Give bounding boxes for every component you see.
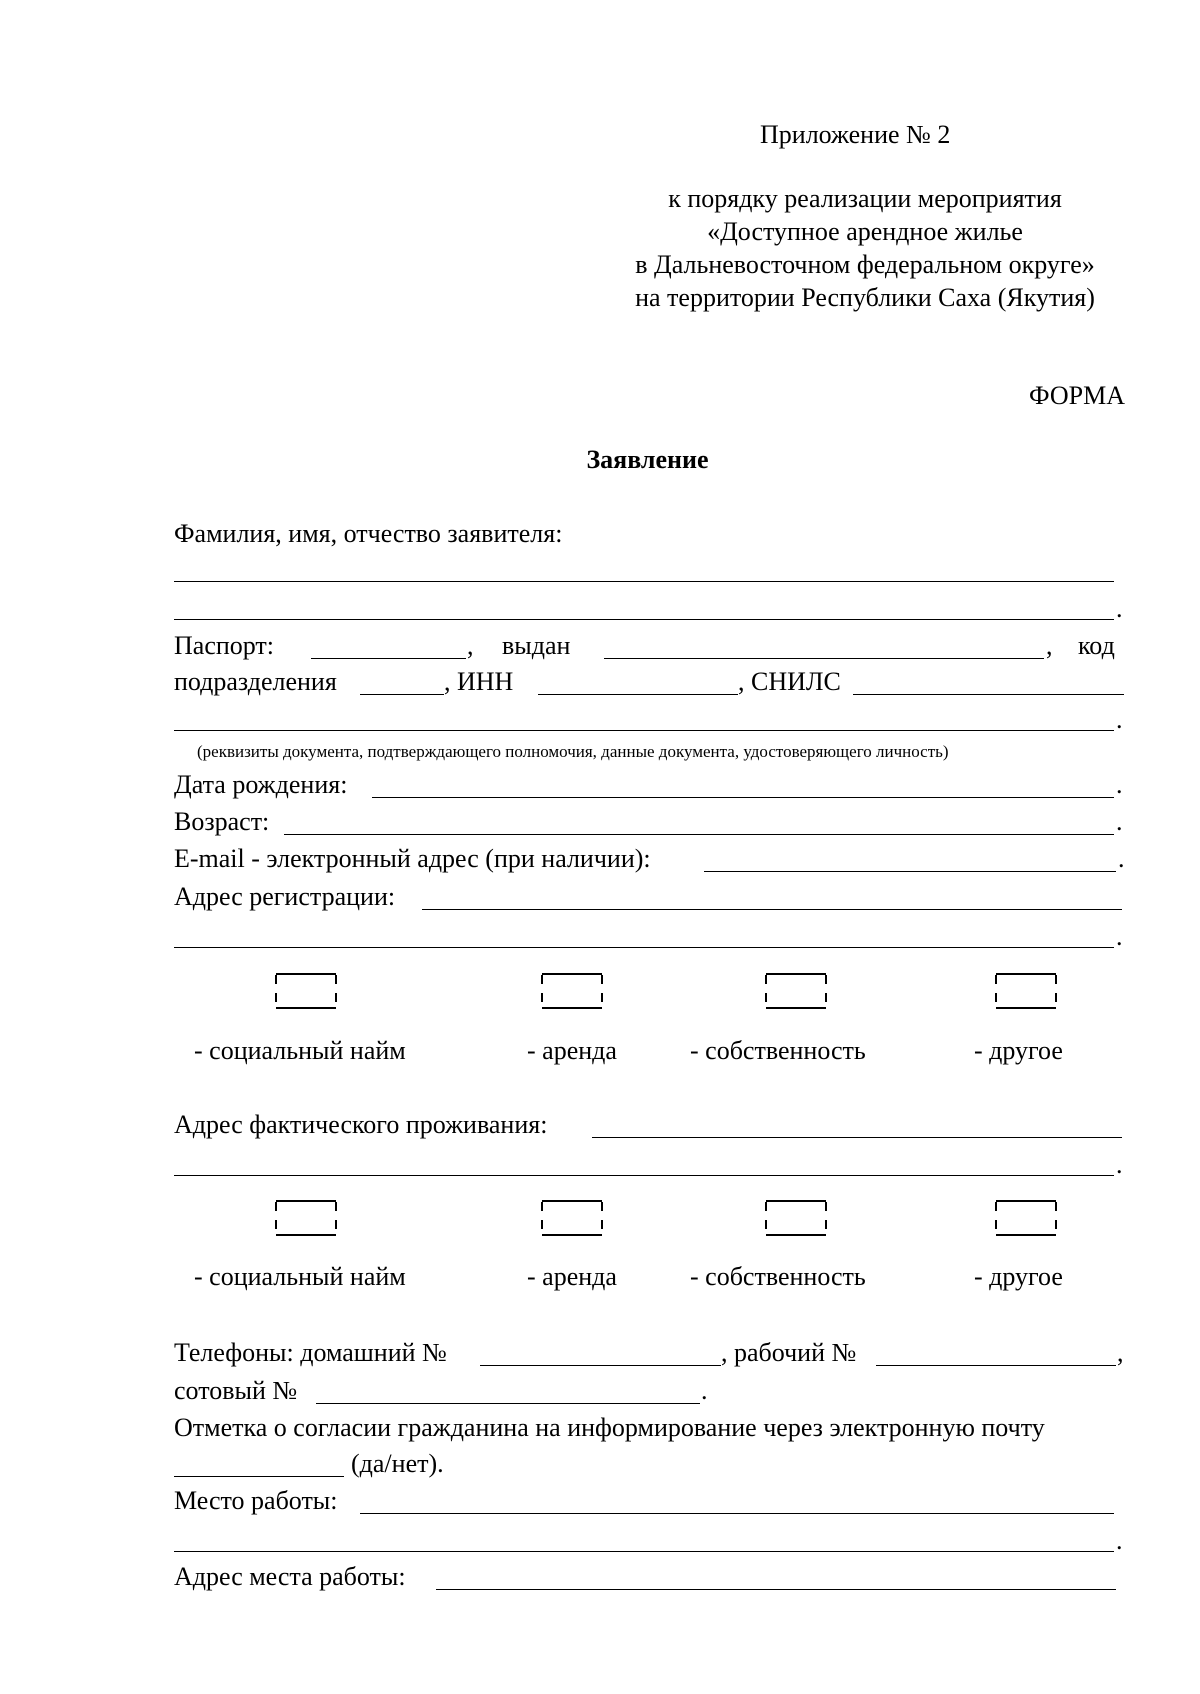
requisites-dot: . [1116, 705, 1123, 734]
mobile-line[interactable] [316, 1403, 700, 1404]
reg-social-checkbox[interactable] [276, 973, 336, 1009]
actual-address-dot: . [1116, 1150, 1123, 1179]
passport-label: Паспорт: [174, 631, 275, 660]
snils-label: , СНИЛС [738, 667, 841, 696]
work-address-label: Адрес места работы: [174, 1562, 406, 1591]
actual-address-line-1[interactable] [592, 1137, 1122, 1138]
header-line-4: на территории Республики Саха (Якутия) [635, 283, 1095, 312]
workplace-label: Место работы: [174, 1486, 338, 1515]
actual-rent-checkbox[interactable] [542, 1200, 602, 1236]
issued-by-line[interactable] [604, 658, 1044, 659]
document-title: Заявление [586, 445, 709, 474]
actual-social-label: - социальный найм [194, 1262, 406, 1291]
age-line[interactable] [284, 834, 1114, 835]
reg-address-label: Адрес регистрации: [174, 882, 396, 911]
division-label: подразделения [174, 667, 337, 696]
actual-address-label: Адрес фактического проживания: [174, 1110, 548, 1139]
email-dot: . [1118, 844, 1125, 873]
header-line-1: к порядку реализации мероприятия [668, 184, 1062, 213]
fio-line-2[interactable] [174, 619, 1114, 620]
consent-label: Отметка о согласии гражданина на информирование через электронную почту [174, 1413, 1045, 1442]
fio-dot: . [1116, 594, 1123, 623]
actual-other-checkbox[interactable] [996, 1200, 1056, 1236]
actual-property-checkbox[interactable] [766, 1200, 826, 1236]
reg-address-line-1[interactable] [422, 909, 1122, 910]
reg-address-dot: . [1116, 922, 1123, 951]
fio-line-1[interactable] [174, 581, 1114, 582]
reg-other-label: - другое [974, 1036, 1063, 1065]
workplace-dot: . [1116, 1526, 1123, 1555]
snils-line[interactable] [853, 694, 1124, 695]
mobile-dot: . [701, 1376, 708, 1405]
actual-other-label: - другое [974, 1262, 1063, 1291]
birth-line[interactable] [372, 797, 1114, 798]
passport-number-line[interactable] [311, 658, 466, 659]
work-phone-comma: , [1117, 1338, 1124, 1367]
reg-rent-checkbox[interactable] [542, 973, 602, 1009]
division-code-line[interactable] [360, 694, 444, 695]
email-label: E-mail - электронный адрес (при наличии): [174, 844, 651, 873]
age-label: Возраст: [174, 807, 270, 836]
actual-property-label: - собственность [690, 1262, 866, 1291]
requisites-line[interactable] [174, 730, 1114, 731]
appendix-number: Приложение № 2 [760, 120, 951, 149]
work-phone-line[interactable] [876, 1365, 1116, 1366]
email-line[interactable] [704, 871, 1116, 872]
home-phone-line[interactable] [480, 1365, 721, 1366]
form-label: ФОРМА [1029, 381, 1125, 410]
consent-line[interactable] [174, 1476, 344, 1477]
issued-comma: , [1046, 631, 1053, 660]
reg-property-checkbox[interactable] [766, 973, 826, 1009]
reg-address-line-2[interactable] [174, 947, 1114, 948]
header-line-2: «Доступное арендное жилье [707, 217, 1023, 246]
reg-property-label: - собственность [690, 1036, 866, 1065]
actual-social-checkbox[interactable] [276, 1200, 336, 1236]
header-line-3: в Дальневосточном федеральном округе» [635, 250, 1095, 279]
home-phone-label: Телефоны: домашний № [174, 1338, 447, 1367]
consent-hint: (да/нет). [351, 1449, 444, 1478]
workplace-line-1[interactable] [360, 1513, 1114, 1514]
actual-rent-label: - аренда [527, 1262, 617, 1291]
reg-social-label: - социальный найм [194, 1036, 406, 1065]
age-dot: . [1116, 807, 1123, 836]
actual-address-line-2[interactable] [174, 1175, 1114, 1176]
inn-line[interactable] [538, 694, 738, 695]
fio-label: Фамилия, имя, отчество заявителя: [174, 519, 563, 548]
work-address-line[interactable] [436, 1589, 1116, 1590]
birth-label: Дата рождения: [174, 770, 348, 799]
issued-label: выдан [502, 631, 571, 660]
mobile-label: сотовый № [174, 1376, 298, 1405]
workplace-line-2[interactable] [174, 1551, 1114, 1552]
requisites-note: (реквизиты документа, подтверждающего полномочия, данные документа, удостоверяющего личность) [197, 742, 949, 761]
work-phone-label: , рабочий № [721, 1338, 857, 1367]
reg-rent-label: - аренда [527, 1036, 617, 1065]
inn-label: , ИНН [444, 667, 514, 696]
birth-dot: . [1116, 770, 1123, 799]
passport-comma: , [467, 631, 474, 660]
code-label: код [1078, 631, 1115, 660]
reg-other-checkbox[interactable] [996, 973, 1056, 1009]
